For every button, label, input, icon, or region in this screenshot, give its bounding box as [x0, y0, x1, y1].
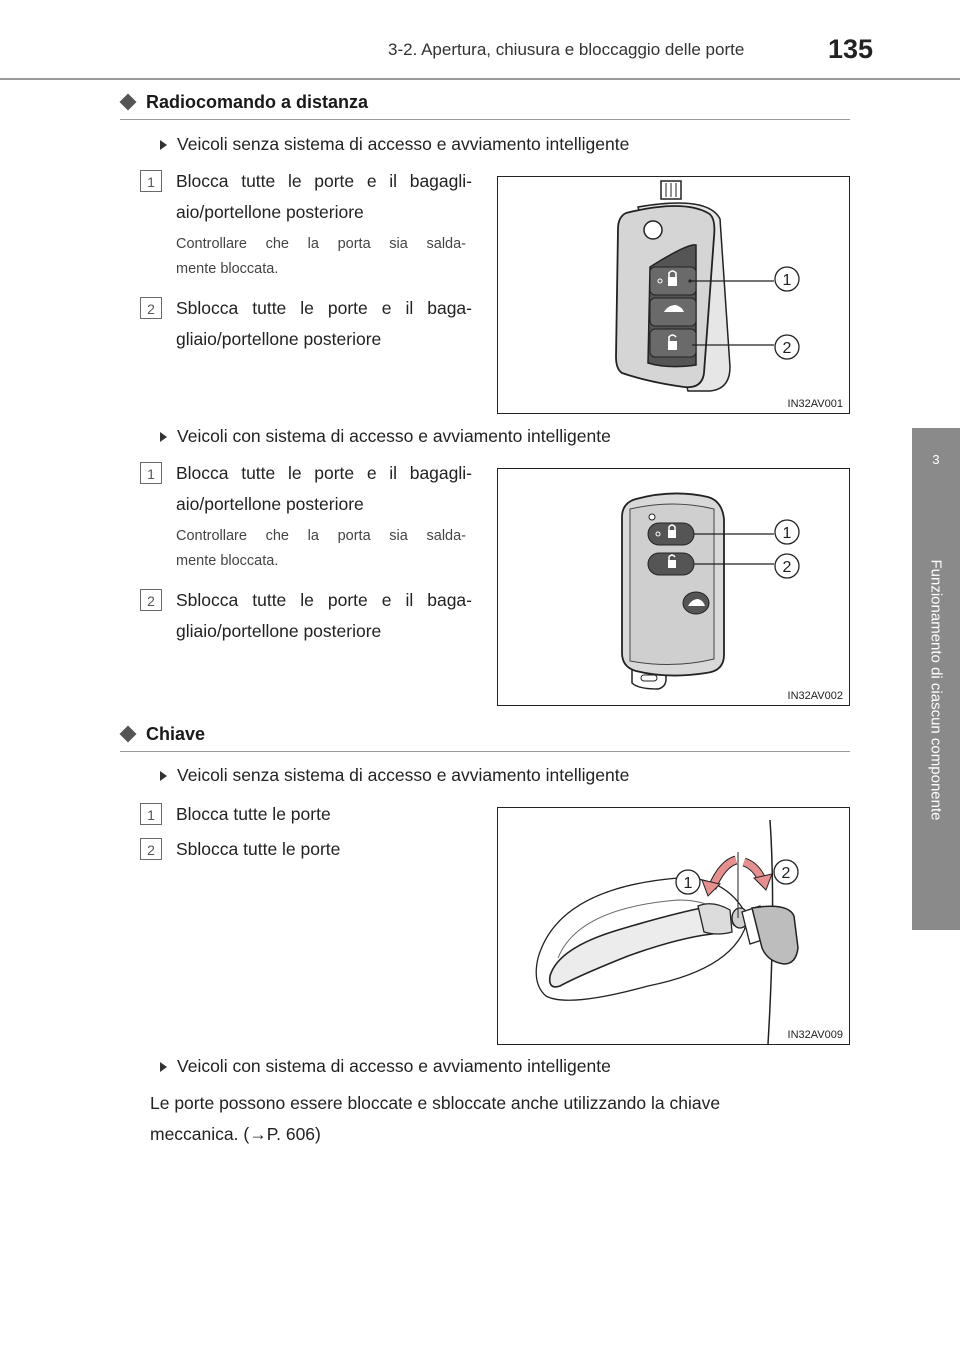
section-rule [120, 119, 850, 120]
item-text: Blocca tutte le porte [176, 804, 331, 824]
door-handle-illustration [498, 808, 851, 1046]
bullet-heading: Veicoli con sistema di accesso e avviamento intelligente [160, 1056, 611, 1077]
item-text: Sblocca tutte le porte e il baga- [176, 590, 472, 610]
item-note: mente bloccata. [176, 553, 279, 569]
item-text: Blocca tutte le porte e il bagagli- [176, 463, 472, 483]
section-heading-chiave: Chiave [120, 724, 205, 745]
running-header: 3-2. Apertura, chiusura e bloccaggio delle porte [388, 40, 745, 59]
bullet-heading: Veicoli senza sistema di accesso e avviamento intelligente [160, 765, 629, 786]
item-number: 1 [140, 462, 162, 484]
section-rule [120, 751, 850, 752]
diamond-icon [120, 726, 137, 743]
item-text: Sblocca tutte le porte e il baga- [176, 298, 472, 318]
item-text: Blocca tutte le porte e il bagagli- [176, 171, 472, 191]
paragraph-line: Le porte possono essere bloccate e sbloccate anche utilizzando la chiave [150, 1093, 721, 1113]
svg-text:1: 1 [782, 272, 792, 289]
figure-remote-flip-key [497, 176, 850, 414]
smart-key-illustration [498, 469, 851, 707]
item-number: 1 [140, 170, 162, 192]
diamond-icon [120, 94, 137, 111]
triangle-bullet-icon [160, 771, 167, 781]
section-heading-radiocomando: Radiocomando a distanza [120, 92, 368, 113]
item-text: aio/portellone posteriore [176, 202, 364, 222]
triangle-bullet-icon [160, 432, 167, 442]
item-number: 2 [140, 297, 162, 319]
figure-code: IN32AV002 [787, 690, 843, 702]
item-note: mente bloccata. [176, 261, 279, 277]
figure-code: IN32AV009 [787, 1029, 843, 1041]
triangle-bullet-icon [160, 1062, 167, 1072]
svg-text:1: 1 [683, 875, 693, 892]
item-number: 2 [140, 838, 162, 860]
paragraph-line: meccanica. (→P. 606) [150, 1124, 321, 1144]
item-note: Controllare che la porta sia salda- [176, 236, 466, 252]
item-text: aio/portellone posteriore [176, 494, 364, 514]
svg-text:2: 2 [781, 865, 791, 882]
bullet-heading: Veicoli con sistema di accesso e avviamento intelligente [160, 426, 611, 447]
item-number: 2 [140, 589, 162, 611]
page-number: 135 [828, 34, 874, 64]
figure-smart-key [497, 468, 850, 706]
item-number: 1 [140, 803, 162, 825]
chapter-number: 3 [932, 452, 940, 467]
item-text: Sblocca tutte le porte [176, 839, 341, 859]
header-rule [0, 78, 960, 80]
bullet-heading: Veicoli senza sistema di accesso e avviamento intelligente [160, 134, 629, 155]
item-text: gliaio/portellone posteriore [176, 329, 382, 349]
flip-key-illustration [498, 177, 851, 415]
item-text: gliaio/portellone posteriore [176, 621, 382, 641]
figure-door-key [497, 807, 850, 1045]
triangle-bullet-icon [160, 140, 167, 150]
figure-code: IN32AV001 [787, 398, 843, 410]
svg-text:2: 2 [782, 559, 792, 576]
svg-text:1: 1 [782, 525, 792, 542]
item-note: Controllare che la porta sia salda- [176, 528, 466, 544]
svg-text:2: 2 [782, 340, 792, 357]
